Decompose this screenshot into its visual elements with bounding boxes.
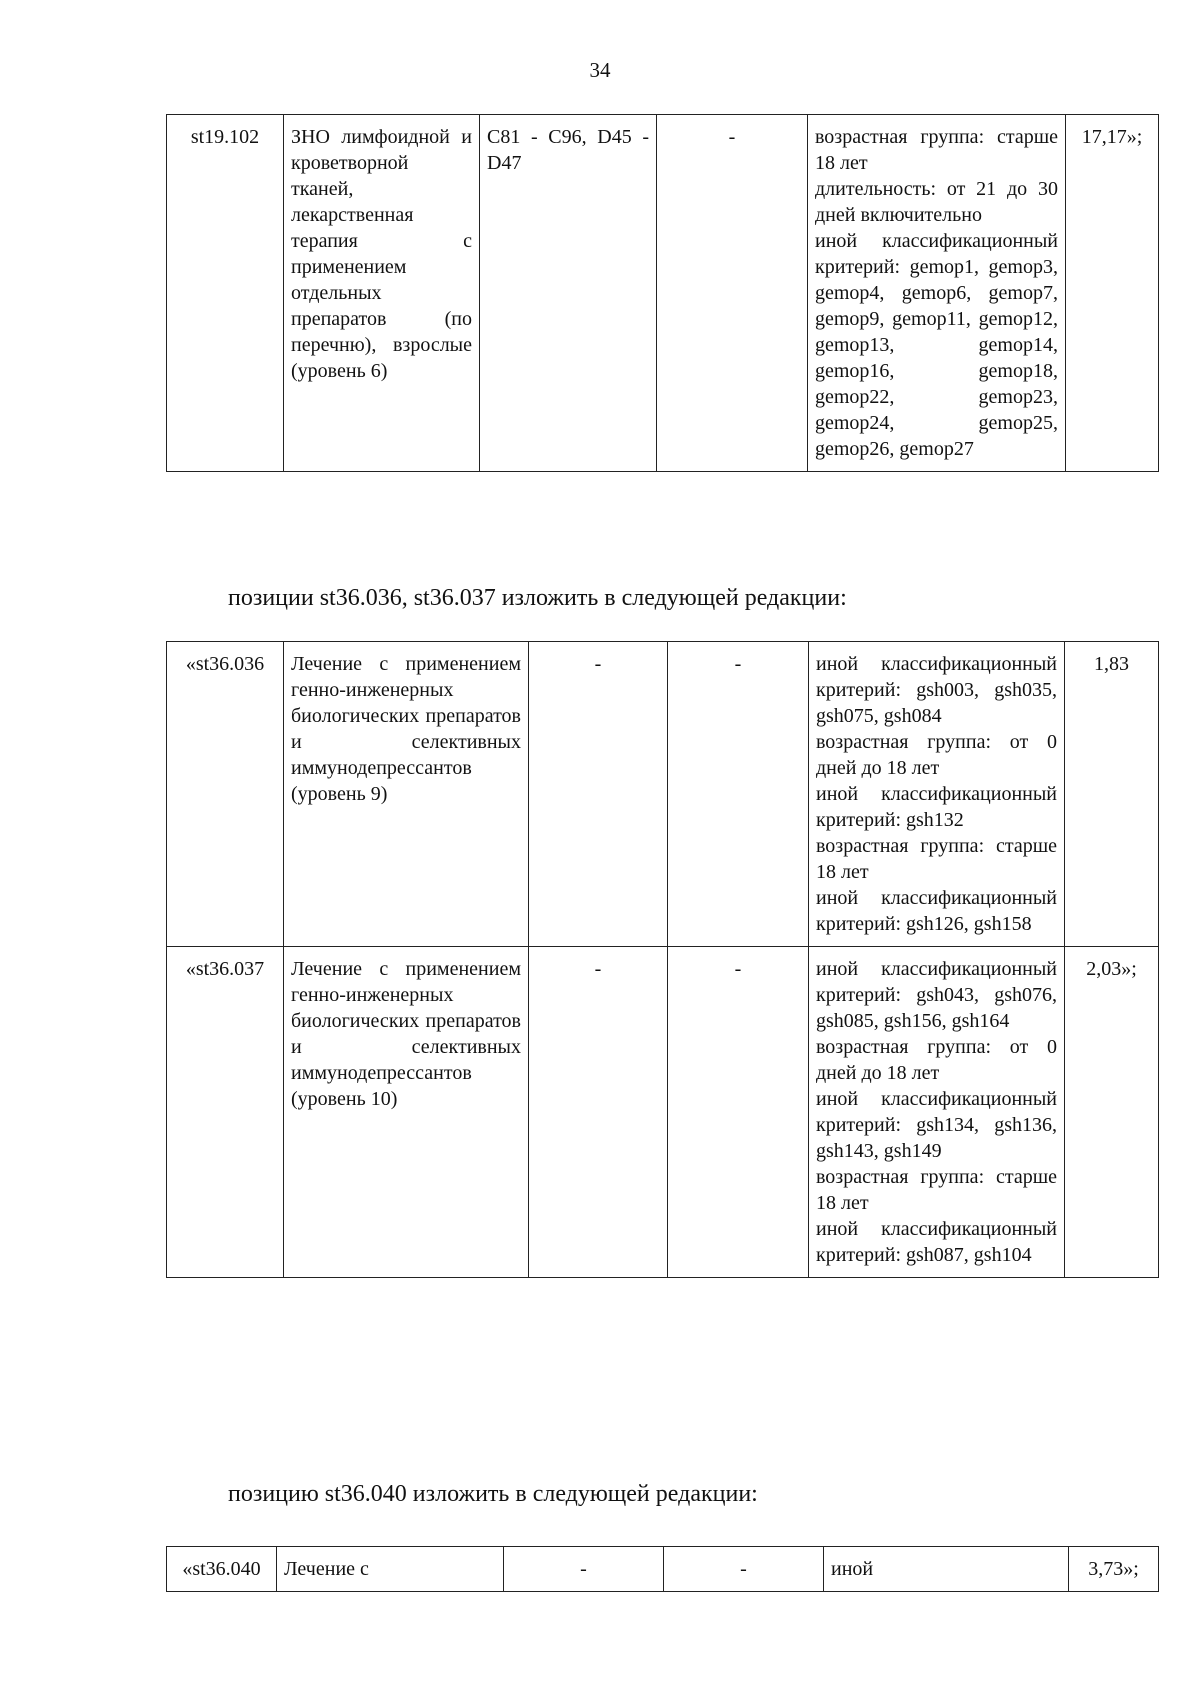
row-icd-codes: C81 - C96, D45 - D47 [480,115,657,472]
row-coefficient: 2,03»; [1065,947,1159,1278]
criteria-item: иной классификационный критерий: gemop1, gemop3, gemop4, gemop6, gemop7, gemop9, gemop11, gemop12, gemop13, gemop14, gemop16, gemop18, gemop22, gemop23, gemop24, gemop25, gemop26, gemop27 [815,230,1058,460]
tariff-table-3 [166,1546,1159,1592]
row-criteria [809,642,1065,947]
table-row [167,115,1159,472]
row-name: Лечение с применением генно-инженерных биологических препаратов и селективных иммунодепрессантов (уровень 10) [284,947,529,1278]
criteria-item: иной классификационный критерий: gsh003, gsh035, gsh075, gsh084 [816,653,1057,727]
row-coefficient: 1,83 [1065,642,1159,947]
criteria-item: возрастная группа: от 0 дней до 18 лет [816,731,1057,779]
row-icd-codes: - [504,1547,664,1592]
page-number: 34 [589,58,611,82]
row-col4: - [668,947,809,1278]
row-icd-codes: - [529,642,668,947]
criteria-item: иной [831,1558,874,1580]
row-col4: - [668,642,809,947]
row-icd-codes: - [529,947,668,1278]
row-code: st19.102 [167,115,284,472]
row-col4: - [664,1547,824,1592]
criteria-item: иной классификационный критерий: gsh043, gsh076, gsh085, gsh156, gsh164 [816,958,1057,1032]
row-col4: - [657,115,808,472]
row-criteria [809,947,1065,1278]
amendment-paragraph: позицию st36.040 изложить в следующей редакции: [228,1481,758,1507]
row-name: Лечение с применением генно-инженерных биологических препаратов и селективных иммунодепрессантов (уровень 9) [284,642,529,947]
criteria-item: возрастная группа: от 0 дней до 18 лет [816,1036,1057,1084]
criteria-item: возрастная группа: старше 18 лет [816,1166,1057,1214]
criteria-item: иной классификационный критерий: gsh087, gsh104 [816,1218,1057,1266]
amendment-paragraph: позиции st36.036, st36.037 изложить в следующей редакции: [228,585,847,611]
row-code: «st36.036 [167,642,284,947]
row-name: ЗНО лимфоидной и кроветворной тканей, лекарственная терапия с применением отдельных препаратов (по перечню), взрослые (уровень 6) [284,115,480,472]
criteria-item: длительность: от 21 до 30 дней включительно [815,178,1058,226]
table-row [167,642,1159,947]
table-row [167,947,1159,1278]
tariff-table-1 [166,114,1159,472]
row-criteria [808,115,1066,472]
criteria-item: иной классификационный критерий: gsh132 [816,783,1057,831]
row-name: Лечение с [277,1547,504,1592]
row-coefficient: 3,73»; [1069,1547,1159,1592]
table-row [167,1547,1159,1592]
row-code: «st36.040 [167,1547,277,1592]
tariff-table-2 [166,641,1159,1278]
criteria-item: иной классификационный критерий: gsh126, gsh158 [816,887,1057,935]
criteria-item: иной классификационный критерий: gsh134, gsh136, gsh143, gsh149 [816,1088,1057,1162]
criteria-item: возрастная группа: старше 18 лет [815,126,1058,174]
row-code: «st36.037 [167,947,284,1278]
row-coefficient: 17,17»; [1066,115,1159,472]
criteria-item: возрастная группа: старше 18 лет [816,835,1057,883]
row-criteria [824,1547,1069,1592]
